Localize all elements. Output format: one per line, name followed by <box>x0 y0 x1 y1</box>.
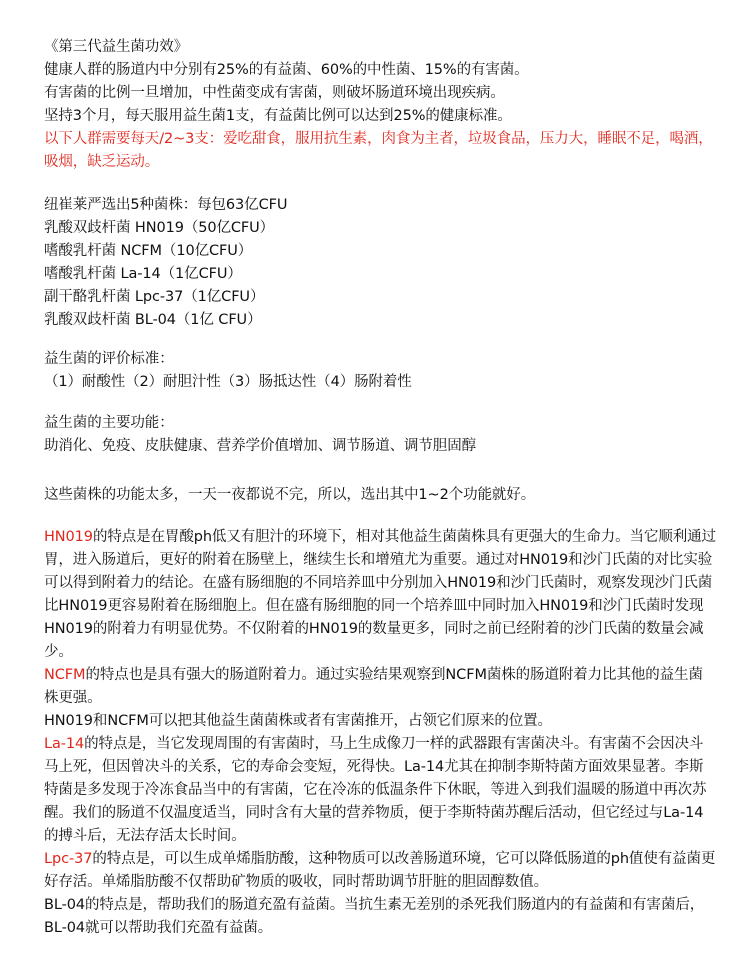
strain-item: 副干酪乳杆菌 Lpc-37（1亿CFU） <box>44 289 265 305</box>
detail-text: 的特点是，当它发现周围的有害菌时，马上生成像刀一样的武器跟有害菌决斗。有害菌不会因决斗马上死，但因曾决斗的关系，它的寿命会变短，死得快。La-14尤其在抑制李斯特菌方面效果显著。李斯特菌是多发现于冷冻食品当中的有害菌，它在冷冻的低温条件下休眠，等进入到我们温暖的肠道中再次苏醒。我们的肠道不仅温度适当，同时含有大量的营养物质，便于李斯特菌苏醒后活动，但它经过与La-14的搏斗后，无法存活太长时间。 <box>44 736 707 844</box>
intro-line: 坚持3个月，每天服用益生菌1支，有益菌比例可以达到25%的健康标准。 <box>44 108 512 124</box>
detail-text: HN019和NCFM可以把其他益生菌菌株或者有害菌推开，占领它们原来的位置。 <box>44 713 552 729</box>
detail-paragraph <box>44 526 716 664</box>
detail-text: 的特点也是具有强大的肠道附着力。通过实验结果观察到NCFM菌株的肠道附着力比其他的益生菌株更强。 <box>44 667 703 706</box>
intro-section <box>44 36 716 174</box>
summary-text: 这些菌株的功能太多，一天一夜都说不完，所以，选出其中1~2个功能就好。 <box>44 487 536 503</box>
detail-paragraph <box>44 733 716 848</box>
functions-section <box>44 412 716 458</box>
functions-list: 助消化、免疫、皮肤健康、营养学价值增加、调节肠道、调节胆固醇 <box>44 438 476 454</box>
details-section <box>44 526 716 940</box>
detail-text: 的特点是，可以生成单烯脂肪酸，这种物质可以改善肠道环境，它可以降低肠道的ph值使有益菌更好存活。单烯脂肪酸不仅帮助矿物质的吸收，同时帮助调节肝脏的胆固醇数值。 <box>44 851 716 890</box>
strain-name: La-14 <box>44 736 85 752</box>
document-title: 《第三代益生菌功效》 <box>44 39 188 55</box>
detail-paragraph <box>44 710 716 733</box>
strain-name: NCFM <box>44 667 86 683</box>
detail-paragraph <box>44 894 716 940</box>
detail-text: BL-04的特点是，帮助我们的肠道充盈有益菌。当抗生素无差别的杀死我们肠道内的有益菌和有害菌后，BL-04就可以帮助我们充盈有益菌。 <box>44 897 705 936</box>
intro-line: 有害菌的比例一旦增加，中性菌变成有害菌，则破坏肠道环境出现疾病。 <box>44 85 505 101</box>
strains-section <box>44 194 716 332</box>
criteria-list: （1）耐酸性（2）耐胆汁性（3）肠抵达性（4）肠附着性 <box>44 374 412 390</box>
strain-item: 嗜酸乳杆菌 NCFM（10亿CFU） <box>44 243 253 259</box>
strain-item: 乳酸双歧杆菌 HN019（50亿CFU） <box>44 220 275 236</box>
detail-text: 的特点是在胃酸ph低又有胆汁的环境下，相对其他益生菌菌株具有更强大的生命力。当它顺利通过胃，进入肠道后，更好的附着在肠壁上，继续生长和增殖尤为重要。通过对HN019和沙门氏菌的对比实验可以得到附着力的结论。在盛有肠细胞的不同培养皿中分别加入HN019和沙门氏菌时，观察发现沙门氏菌比HN019更容易附着在肠细胞上。但在盛有肠细胞的同一个培养皿中同时加入HN019和沙门氏菌时发现HN019的附着力有明显优势。不仅附着的HN019的数量更多，同时之前已经附着的沙门氏菌的数量会减少。 <box>44 529 716 660</box>
functions-heading: 益生菌的主要功能： <box>44 415 174 431</box>
summary-section <box>44 484 716 507</box>
strain-item: 乳酸双歧杆菌 BL-04（1亿 CFU） <box>44 312 262 328</box>
strain-name: Lpc-37 <box>44 851 93 867</box>
detail-paragraph <box>44 848 716 894</box>
red-notice: 以下人群需要每天/2~3支：爱吃甜食，服用抗生素，肉食为主者，垃圾食品，压力大，睡眠不足，喝酒，吸烟，缺乏运动。 <box>44 131 713 170</box>
detail-paragraph <box>44 664 716 710</box>
intro-line: 健康人群的肠道内中分别有25%的有益菌、60%的中性菌、15%的有害菌。 <box>44 62 529 78</box>
criteria-section <box>44 348 716 394</box>
criteria-heading: 益生菌的评价标准： <box>44 351 174 367</box>
strain-item: 嗜酸乳杆菌 La-14（1亿CFU） <box>44 266 242 282</box>
strain-name: HN019 <box>44 529 93 545</box>
strains-heading: 纽崔莱严选出5种菌株：每包63亿CFU <box>44 197 288 213</box>
